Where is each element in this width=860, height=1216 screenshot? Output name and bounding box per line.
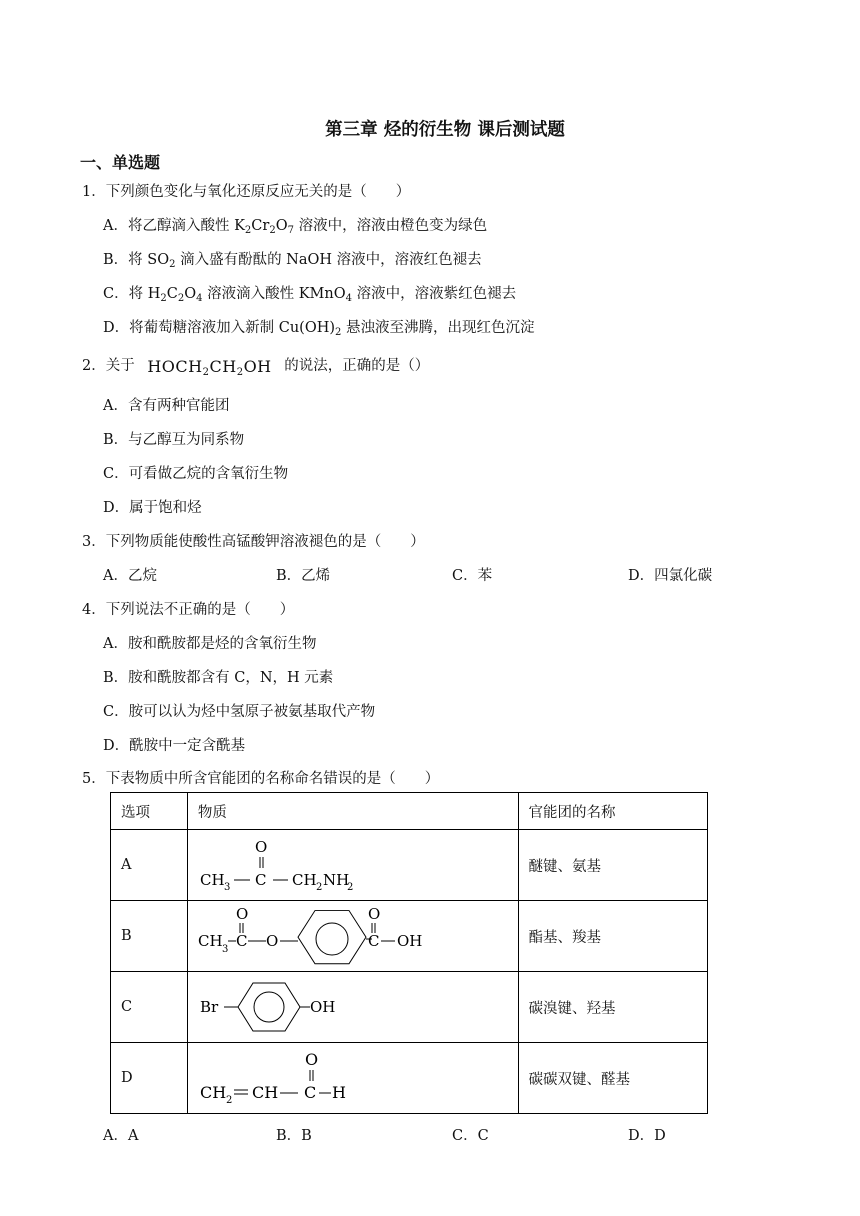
svg-text:C: C xyxy=(303,1083,317,1102)
table-row xyxy=(111,901,708,972)
functional-group-table xyxy=(110,792,708,1114)
question-2-option-b[interactable]: B．与乙醇互为同系物 xyxy=(103,432,245,448)
svg-text:O: O xyxy=(304,1050,318,1069)
table-header-group-name: 官能团的名称 xyxy=(518,793,707,830)
svg-text:CH: CH xyxy=(199,1083,227,1102)
svg-text:H: H xyxy=(331,1083,346,1102)
question-3-option-c[interactable]: C．苯 xyxy=(452,568,493,584)
question-4-option-b[interactable]: B．胺和酰胺都含有 C，N，H 元素 xyxy=(103,670,334,686)
svg-text:3: 3 xyxy=(221,944,229,955)
structure-a-aminoacetone xyxy=(198,835,398,895)
question-1-option-c[interactable]: C．将 $H_2C_2O_4$ 溶液滴入酸性 KMnO$_4$ 溶液中，溶液紫红色褪去 xyxy=(103,286,517,304)
question-4-option-c[interactable]: C．胺可以认为烃中氢原子被氨基取代产物 xyxy=(103,704,376,720)
svg-text:CH: CH xyxy=(199,871,225,889)
question-3-option-d[interactable]: D．四氯化碳 xyxy=(628,568,713,584)
question-5-stem: 5．下表物质中所含官能团的名称命名错误的是（ ） xyxy=(82,771,440,787)
structure-b-acetoxybenzoic-acid xyxy=(198,904,438,968)
question-5-option-d[interactable]: D．D xyxy=(628,1128,666,1144)
question-1-option-a[interactable]: A．将乙醇滴入酸性 $K_2Cr_2O_7$ 溶液中，溶液由橙色变为绿色 xyxy=(103,218,488,236)
row-option-label: C xyxy=(111,972,188,1043)
svg-text:O: O xyxy=(254,838,268,856)
question-3-option-b[interactable]: B．乙烯 xyxy=(276,568,331,584)
question-4-option-d[interactable]: D．酰胺中一定含酰基 xyxy=(103,738,246,754)
svg-text:CH: CH xyxy=(291,871,317,889)
svg-text:Br: Br xyxy=(199,998,219,1016)
table-header-row xyxy=(111,793,708,830)
question-4-stem: 4．下列说法不正确的是（ ） xyxy=(82,602,295,618)
structure-d-acrolein xyxy=(198,1048,398,1108)
svg-text:C: C xyxy=(367,932,380,950)
question-1-option-b[interactable]: B．将 $SO_2$ 滴入盛有酚酞的 NaOH 溶液中，溶液红色褪去 xyxy=(103,252,482,270)
question-4-option-a[interactable]: A．胺和酰胺都是烃的含氧衍生物 xyxy=(103,636,317,652)
question-5-option-b[interactable]: B．B xyxy=(276,1128,312,1144)
row-option-label: A xyxy=(111,830,188,901)
svg-text:NH: NH xyxy=(322,871,350,889)
svg-text:O: O xyxy=(265,932,279,950)
question-3-option-a[interactable]: A．乙烷 xyxy=(103,568,157,584)
table-header-option: 选项 xyxy=(111,793,188,830)
question-2-option-a[interactable]: A．含有两种官能团 xyxy=(103,398,230,414)
svg-text:3: 3 xyxy=(223,882,231,893)
svg-text:2: 2 xyxy=(315,882,323,893)
structure-d-cell xyxy=(187,1043,518,1114)
question-1-stem: 1．下列颜色变化与氧化还原反应无关的是（ ） xyxy=(82,184,411,200)
group-name-c: 碳溴键、羟基 xyxy=(518,972,707,1043)
svg-text:CH: CH xyxy=(251,1083,279,1102)
svg-text:OH: OH xyxy=(396,932,423,950)
svg-text:O: O xyxy=(367,905,381,923)
question-5-option-a[interactable]: A．A xyxy=(103,1128,139,1144)
question-2-option-c[interactable]: C．可看做乙烷的含氧衍生物 xyxy=(103,466,289,482)
question-2-option-d[interactable]: D．属于饱和烃 xyxy=(103,500,202,516)
structure-c-cell xyxy=(187,972,518,1043)
question-2-stem: 2．关于 $HOCH_2CH_2OH$ 的说法，正确的是（） xyxy=(82,356,430,378)
svg-text:CH: CH xyxy=(197,932,223,950)
svg-text:O: O xyxy=(235,905,249,923)
svg-text:C: C xyxy=(235,932,248,950)
document-title: 第三章 烃的衍生物 课后测试题 xyxy=(325,120,565,140)
svg-text:OH: OH xyxy=(309,998,336,1016)
structure-a-cell xyxy=(187,830,518,901)
table-row xyxy=(111,830,708,901)
question-3-stem: 3．下列物质能使酸性高锰酸钾溶液褪色的是（ ） xyxy=(82,534,425,550)
row-option-label: D xyxy=(111,1043,188,1114)
structure-b-cell xyxy=(187,901,518,972)
section-heading: 一、单选题 xyxy=(80,153,161,172)
table-header-substance: 物质 xyxy=(187,793,518,830)
svg-text:2: 2 xyxy=(346,882,354,893)
table-row xyxy=(111,972,708,1043)
table-row xyxy=(111,1043,708,1114)
question-5-option-c[interactable]: C．C xyxy=(452,1128,489,1144)
group-name-d: 碳碳双键、醛基 xyxy=(518,1043,707,1114)
group-name-a: 醚键、氨基 xyxy=(518,830,707,901)
svg-text:2: 2 xyxy=(225,1095,233,1106)
row-option-label: B xyxy=(111,901,188,972)
question-1-option-d[interactable]: D．将葡萄糖溶液加入新制 $Cu(OH)_2$ 悬浊液至沸腾，出现红色沉淀 xyxy=(103,320,535,338)
group-name-b: 酯基、羧基 xyxy=(518,901,707,972)
ethylene-glycol-formula: $HOCH_2CH_2OH$ xyxy=(147,356,272,378)
svg-text:C: C xyxy=(254,871,267,889)
structure-c-bromophenol xyxy=(198,979,358,1035)
